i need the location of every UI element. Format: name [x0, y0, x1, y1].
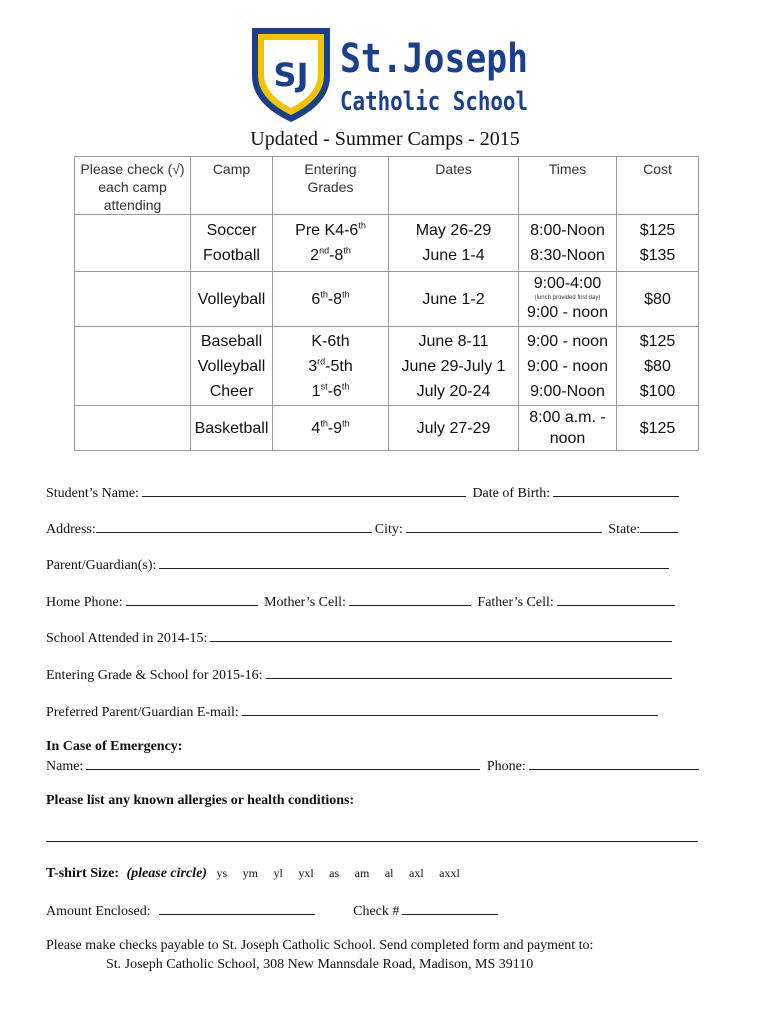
city-label: City:	[374, 522, 403, 537]
table-row	[75, 272, 699, 327]
grade-sup: rd	[317, 356, 326, 367]
email-row	[46, 703, 661, 721]
header-times: Times	[519, 157, 617, 215]
header-camp: Camp	[191, 157, 273, 215]
header-check-line3: attending	[103, 197, 162, 213]
camp-cost: $80	[617, 272, 699, 327]
camp-dates: June 29-July 1	[401, 357, 506, 375]
address-field[interactable]	[96, 520, 372, 533]
payable-line1: Please make checks payable to St. Joseph Catholic School. Send completed form and payment to:	[46, 938, 594, 953]
tshirt-size-option[interactable]: al	[384, 866, 394, 880]
camp-cost: $125	[639, 332, 676, 350]
tshirt-size-option[interactable]: axl	[409, 866, 424, 880]
grade-text: -6	[327, 382, 342, 400]
logo-name-line2: Catholic School	[340, 87, 528, 117]
tshirt-label: T-shirt Size:	[46, 866, 119, 881]
table-row	[75, 327, 699, 406]
parents-field[interactable]	[159, 556, 669, 569]
camp-cost: $125	[639, 222, 676, 239]
address-label: Address:	[46, 522, 96, 537]
tshirt-size-option[interactable]: as	[329, 866, 340, 880]
grades	[273, 272, 389, 327]
email-label: Preferred Parent/Guardian E-mail:	[46, 705, 239, 720]
grade-sup: st	[320, 381, 328, 392]
student-row	[46, 484, 682, 502]
address-row	[46, 520, 681, 538]
grade-text: -5th	[325, 357, 353, 375]
camp-name: Volleyball	[191, 272, 273, 327]
emergency-row	[46, 757, 702, 775]
home-phone-label: Home Phone:	[46, 595, 123, 610]
emergency-heading: In Case of Emergency:	[46, 739, 183, 754]
check-number-field[interactable]	[402, 902, 498, 915]
emergency-phone-field[interactable]	[529, 757, 699, 770]
father-cell-field[interactable]	[557, 593, 675, 606]
allergies-heading: Please list any known allergies or health conditions:	[46, 793, 355, 808]
camp-times: 8:30-Noon	[530, 247, 605, 264]
grade-text: K-6th	[311, 332, 350, 350]
grade-text: -9	[327, 419, 343, 437]
amount-label: Amount Enclosed:	[46, 904, 151, 919]
entering-grade-field[interactable]	[266, 666, 672, 679]
check-cell[interactable]	[75, 272, 191, 327]
table-row	[75, 406, 699, 451]
state-field[interactable]	[640, 520, 678, 533]
camps-table	[74, 156, 699, 451]
camp-times: 9:00-4:00	[533, 275, 602, 292]
tshirt-size-option[interactable]: yl	[273, 866, 283, 880]
tshirt-note: (please circle)	[126, 866, 207, 881]
grade-text: Pre K4-6	[295, 222, 359, 239]
camp-name: Baseball	[200, 332, 263, 350]
school-attended-field[interactable]	[210, 629, 672, 642]
camp-name: Volleyball	[197, 357, 266, 375]
mother-cell-field[interactable]	[349, 593, 471, 606]
grades	[273, 218, 388, 243]
header-grades-line1: Entering	[304, 161, 357, 177]
tshirt-row	[46, 866, 460, 882]
state-label: State:	[608, 522, 641, 537]
grades	[273, 243, 388, 268]
grades	[273, 406, 389, 451]
camp-dates: July 27-29	[389, 406, 519, 451]
camp-name: Cheer	[209, 382, 254, 400]
page-title: Updated - Summer Camps - 2015	[250, 128, 520, 150]
camp-name: Basketball	[191, 406, 273, 451]
grade-text: 3	[308, 357, 318, 375]
grade-sup: th	[342, 418, 350, 429]
grade-text: -8	[327, 290, 343, 308]
tshirt-size-option[interactable]: am	[354, 866, 370, 880]
entering-grade-label: Entering Grade & School for 2015-16:	[46, 668, 263, 683]
grades	[273, 379, 388, 404]
camp-dates: July 20-24	[416, 382, 491, 400]
grade-text: -8	[329, 247, 344, 264]
camp-times: 9:00-Noon	[530, 382, 605, 400]
amount-field[interactable]	[159, 902, 315, 915]
school-logo	[248, 24, 538, 124]
parents-row	[46, 556, 672, 574]
check-cell[interactable]	[75, 327, 191, 406]
camp-cost: $125	[617, 406, 699, 451]
header-check-line1: Please check (√)	[80, 161, 185, 177]
header-dates: Dates	[389, 157, 519, 215]
tshirt-size-option[interactable]: ys	[216, 866, 228, 880]
payable-line2: St. Joseph Catholic School, 308 New Mannsdale Road, Madison, MS 39110	[106, 957, 534, 972]
city-field[interactable]	[406, 520, 602, 533]
grade-text: 6	[311, 290, 321, 308]
header-check-line2: each camp	[98, 179, 167, 195]
camp-times: 9:00 - noon	[527, 304, 608, 321]
emergency-name-field[interactable]	[86, 757, 480, 770]
check-cell[interactable]	[75, 215, 191, 272]
camp-dates: June 1-4	[422, 247, 485, 264]
home-phone-field[interactable]	[126, 593, 258, 606]
header-grades-line2: Grades	[307, 179, 354, 195]
father-cell-label: Father’s Cell:	[477, 595, 554, 610]
header-check	[75, 157, 191, 215]
camp-times-note: (lunch provided first day)	[534, 295, 601, 301]
allergies-row	[46, 829, 698, 847]
phones-row	[46, 593, 678, 611]
camp-times: 8:00 a.m. -	[529, 409, 606, 426]
mother-cell-label: Mother’s Cell:	[264, 595, 346, 610]
camp-times: noon	[549, 430, 586, 447]
camp-cost: $100	[639, 382, 676, 400]
grade-sup: th	[320, 418, 328, 429]
check-cell[interactable]	[75, 406, 191, 451]
student-name-field[interactable]	[142, 484, 466, 497]
email-field[interactable]	[242, 703, 658, 716]
table-row	[75, 215, 699, 272]
camp-cost: $80	[644, 357, 671, 375]
tshirt-size-option[interactable]: ym	[242, 866, 258, 880]
emergency-phone-label: Phone:	[486, 759, 526, 774]
camp-dates: June 8-11	[418, 332, 489, 350]
camp-dates: May 26-29	[415, 222, 492, 239]
camp-times: 9:00 - noon	[527, 357, 608, 375]
camp-name: Football	[203, 247, 260, 264]
student-name-label: Student’s Name:	[46, 486, 139, 501]
grade-sup: nd	[319, 245, 330, 256]
allergies-field[interactable]	[46, 829, 698, 842]
grade-text: 2	[310, 247, 320, 264]
grade-sup: th	[358, 220, 366, 231]
check-number-label: Check #	[353, 904, 400, 919]
grade-sup: th	[320, 289, 328, 300]
school-attended-label: School Attended in 2014-15:	[46, 631, 208, 646]
header-cost: Cost	[617, 157, 699, 215]
parents-label: Parent/Guardian(s):	[46, 558, 157, 573]
tshirt-size-option[interactable]: yxl	[298, 866, 314, 880]
camp-name: Soccer	[206, 222, 257, 239]
logo-monogram: SJ	[273, 56, 309, 94]
grade-sup: th	[341, 381, 350, 392]
grade-text: 4	[311, 419, 321, 437]
grade-sup: th	[342, 289, 350, 300]
camp-dates: June 1-2	[389, 272, 519, 327]
dob-field[interactable]	[553, 484, 679, 497]
entering-row	[46, 666, 675, 684]
school-row	[46, 629, 675, 647]
camp-cost: $135	[639, 247, 676, 264]
grades	[273, 329, 388, 354]
logo-name-line1: St.Joseph	[340, 36, 528, 82]
dob-label: Date of Birth:	[472, 486, 551, 501]
table-header-row	[75, 157, 699, 215]
tshirt-size-option[interactable]: axxl	[439, 866, 460, 880]
grade-sup: th	[343, 245, 351, 256]
grades	[273, 354, 388, 379]
grade-text: 1	[311, 382, 321, 400]
header-grades	[273, 157, 389, 215]
camp-times: 9:00 - noon	[527, 332, 608, 350]
camp-times: 8:00-Noon	[530, 222, 605, 239]
payment-row	[46, 902, 501, 920]
emergency-name-label: Name:	[46, 759, 84, 774]
